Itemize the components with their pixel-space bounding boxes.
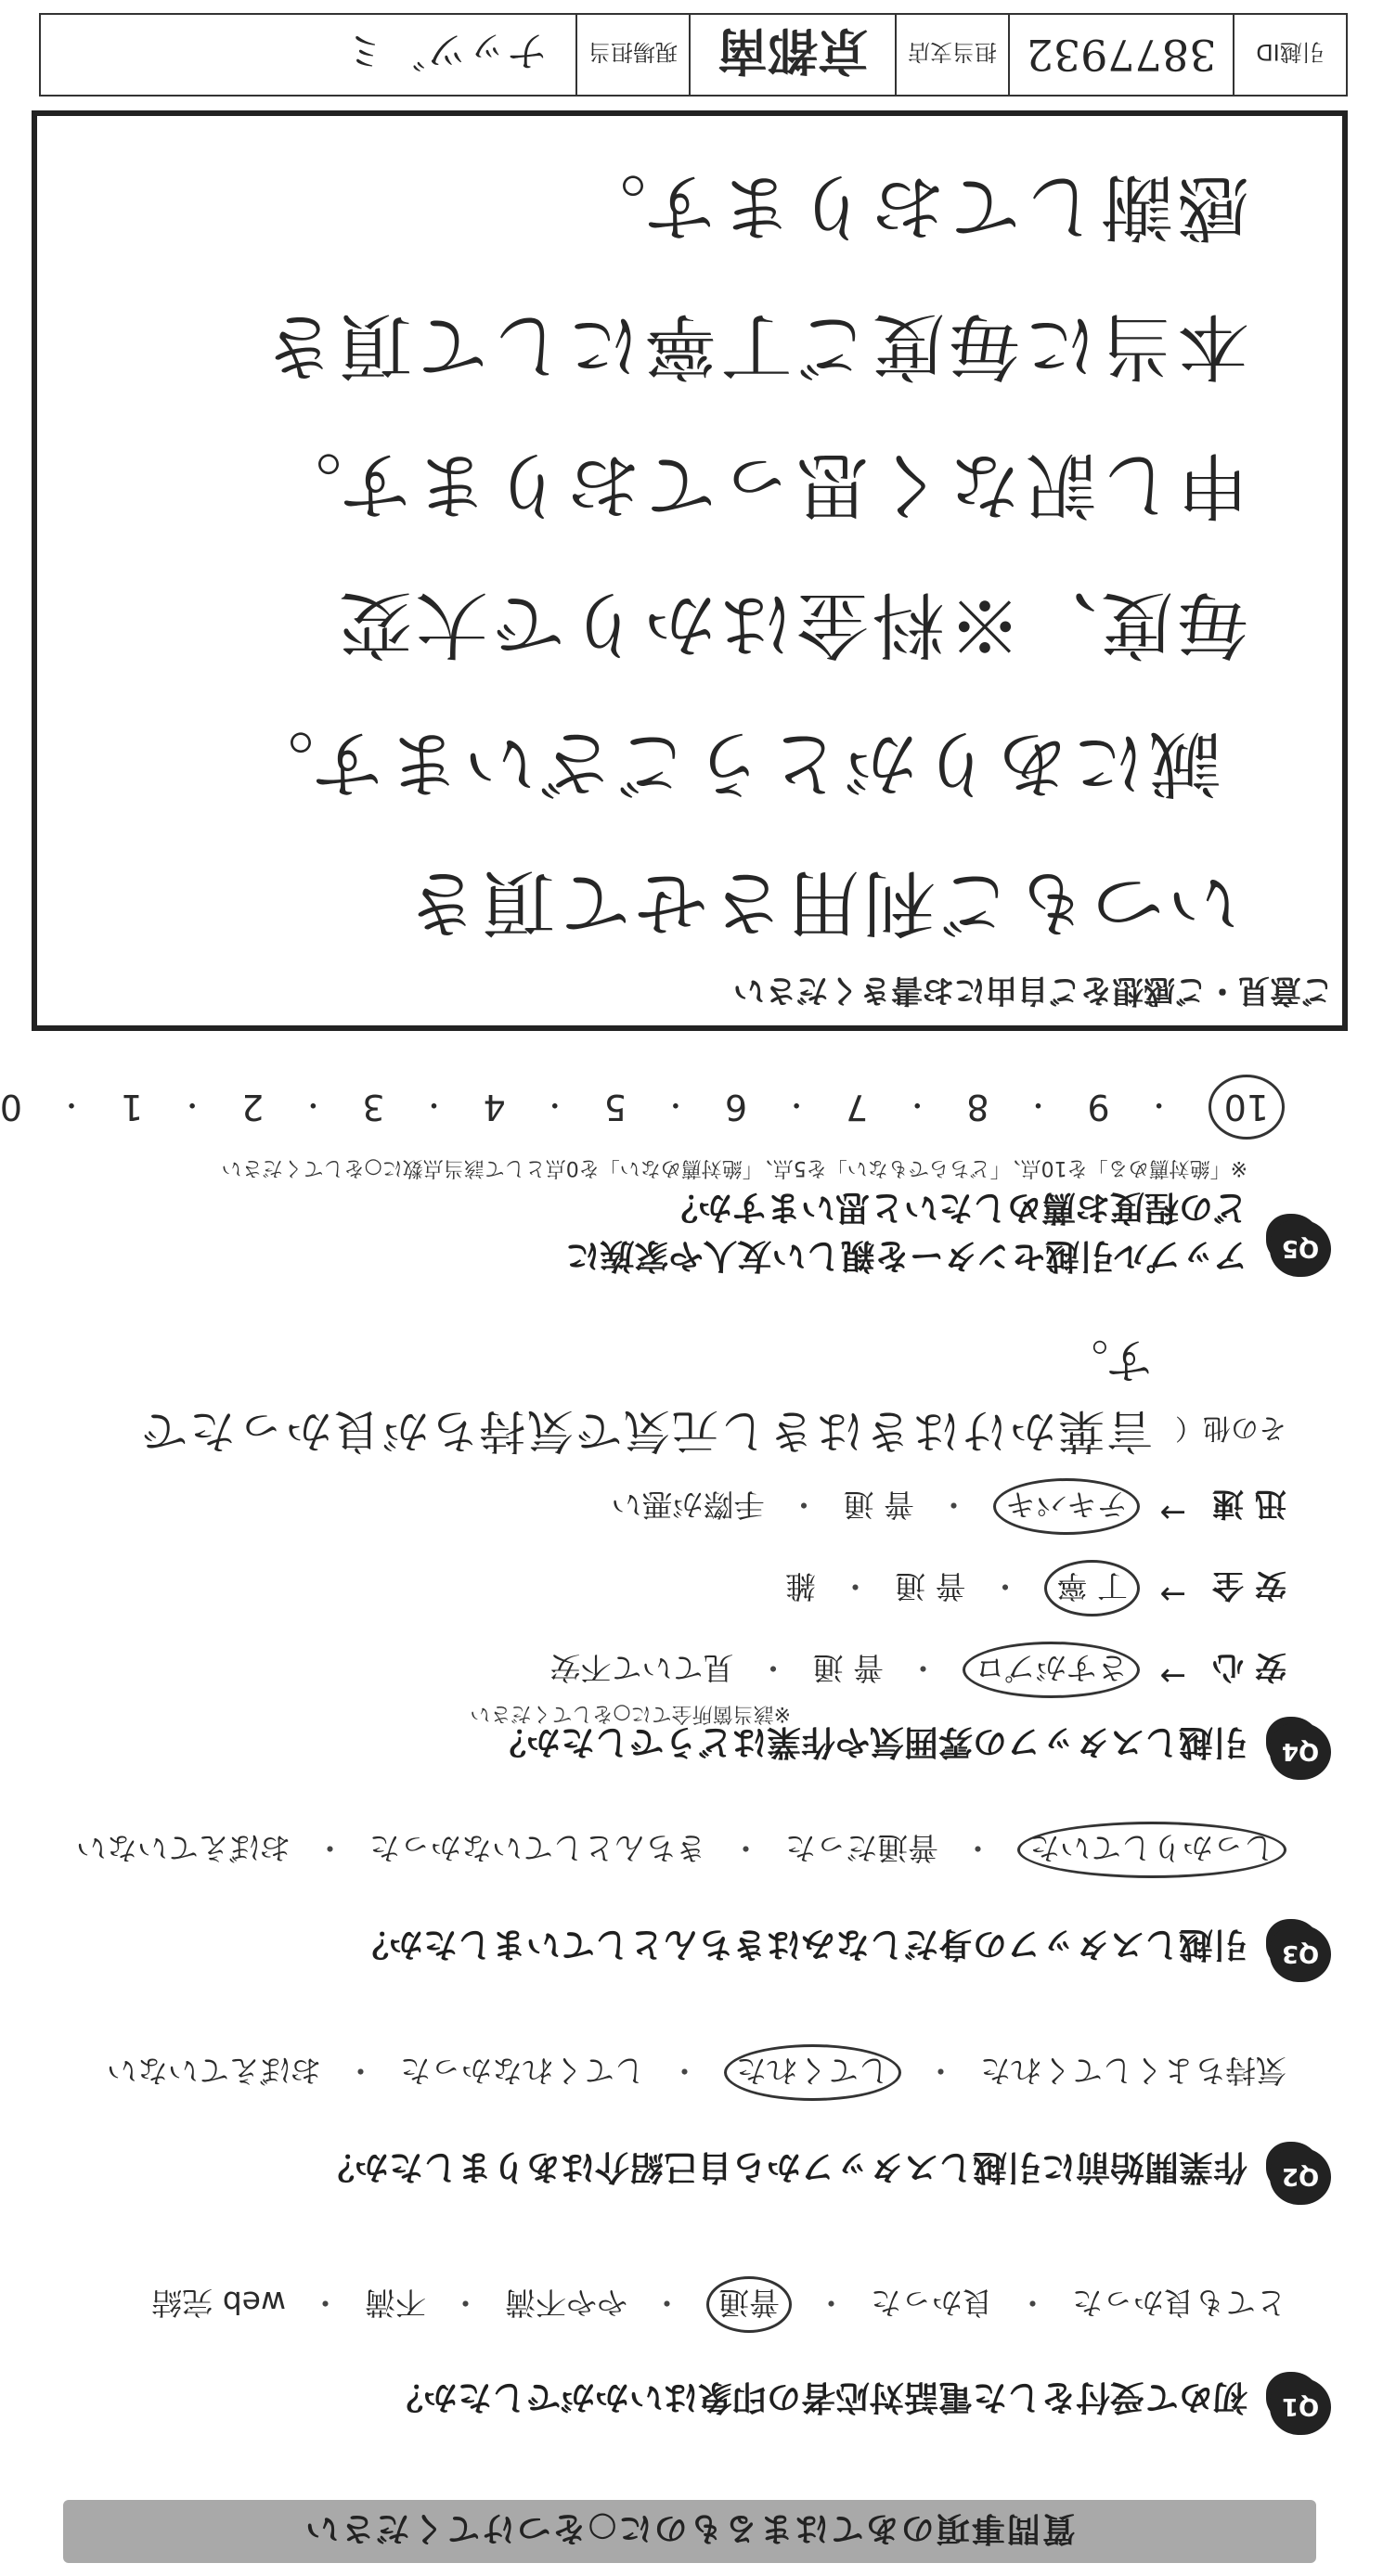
q4-option-selected[interactable]: テキパキ: [993, 1478, 1140, 1535]
q2-option[interactable]: 気持ちよくしてくれた: [980, 2053, 1286, 2089]
q2-option-selected[interactable]: してくれた: [724, 2044, 901, 2101]
q3-option[interactable]: おぼえていない: [76, 1830, 291, 1866]
q4-note: ※該当箇所全てに○をしてください: [470, 1702, 791, 1725]
score-option[interactable]: 3: [362, 1087, 385, 1127]
banner-text: 質問事項のあてはまるものに○をつけてください: [304, 2509, 1076, 2548]
q5-note: ※「絶対薦める」を10点、「どちらでもない」を5点、「絶対薦めない」を0点として該当点数に○をしてください: [221, 1156, 1247, 1179]
comment-box[interactable]: [32, 110, 1348, 1031]
q2-badge-label: Q2: [1281, 2162, 1320, 2190]
q5-badge-icon: [1270, 1219, 1331, 1277]
q4-badge-icon: [1270, 1722, 1331, 1780]
q1-option-selected[interactable]: 普通: [706, 2276, 792, 2333]
q4-option[interactable]: 見ていて不安: [549, 1650, 734, 1686]
q2-options: 気持ちよくしてくれた ・ してくれた ・ してくれなかった ・ おぼえていない: [107, 2044, 1286, 2101]
q4-row-label: 迅 速: [1212, 1485, 1286, 1522]
q1-question: 初めて受付をした電話対応者の印象はいかがでしたか？: [389, 2377, 1247, 2417]
q4-row-options: 丁 寧 ・ 普 通 ・ 雑: [785, 1560, 1140, 1616]
q2-question: 作業開始前に引越しスタッフから自己紹介はありましたか？: [320, 2147, 1247, 2187]
q1-options: とても良かった ・ 良かった ・ 普通 ・ やや不満 ・ 不満 ・ web 完結: [151, 2276, 1286, 2333]
score-option[interactable]: 5: [603, 1087, 627, 1127]
q4-badge-label: Q4: [1281, 1737, 1320, 1765]
q4-option-selected[interactable]: 丁 寧: [1045, 1560, 1141, 1616]
q3-option[interactable]: 普通だった: [785, 1830, 938, 1866]
q3-option[interactable]: きちんとしていなかった: [369, 1830, 706, 1866]
q3-badge-label: Q3: [1281, 1939, 1320, 1967]
comment-line: 感謝しております。: [570, 164, 1249, 248]
q4-option-selected[interactable]: さすがプロ: [963, 1642, 1140, 1698]
q2-badge-icon: [1270, 2147, 1331, 2205]
q5-question-line1: アップル引越センターを親しい友人や家族に: [565, 1236, 1247, 1276]
instruction-banner: [63, 2500, 1316, 2563]
q1-badge-label: Q1: [1281, 2392, 1320, 2420]
q5-badge-label: Q5: [1281, 1234, 1320, 1262]
score-option[interactable]: 7: [846, 1087, 869, 1127]
site-leader-label: 現場担当: [577, 15, 691, 95]
score-option[interactable]: 6: [724, 1087, 748, 1127]
q4-option[interactable]: 普 通: [895, 1568, 966, 1604]
q4-option[interactable]: 手際が悪い: [611, 1487, 765, 1523]
q2-option[interactable]: おぼえていない: [107, 2053, 321, 2089]
q1-badge-icon: [1270, 2377, 1331, 2435]
q4-row-label: 安 全: [1212, 1566, 1286, 1604]
q1-option[interactable]: とても良かった: [1072, 2285, 1286, 2321]
score-option[interactable]: 4: [483, 1087, 506, 1127]
q3-badge-icon: [1270, 1925, 1331, 1982]
score-option[interactable]: 8: [966, 1087, 989, 1127]
arrow-right-icon: →: [1159, 1657, 1186, 1694]
q3-options: しっかりしていた ・ 普通だった ・ きちんとしていなかった ・ おぼえていない: [76, 1822, 1286, 1878]
comment-line: 申し訳なく思っております。: [265, 443, 1249, 526]
q5-score-scale: 10 ・ 9 ・ 8 ・ 7 ・ 6 ・ 5 ・ 4 ・ 3 ・ 2 ・ 1 ・ 0: [0, 1075, 1285, 1140]
q1-option[interactable]: 不満: [365, 2285, 426, 2321]
q4-option[interactable]: 雑: [785, 1568, 816, 1604]
footer-info-table: [39, 13, 1348, 97]
q2-option[interactable]: してくれなかった: [400, 2053, 645, 2089]
comment-line: 誠にありがとうございます。: [238, 721, 1222, 805]
q1-option[interactable]: web 完結: [151, 2285, 286, 2321]
q1-option[interactable]: 良かった: [871, 2285, 993, 2321]
score-option[interactable]: 0: [0, 1087, 22, 1127]
branch-label: 担当支店: [897, 15, 1010, 95]
q4-row-label: 安 心: [1212, 1648, 1286, 1685]
comment-title: ご意見・ご感想をご自由にお書きください: [733, 972, 1333, 1009]
q4-other-label: その他（: [1175, 1411, 1286, 1444]
move-id-label: 引越ID: [1256, 39, 1325, 66]
score-option[interactable]: 2: [241, 1087, 265, 1127]
comment-line: 本当に毎度ご丁寧にして頂き: [259, 303, 1249, 387]
q4-question: 引越しスタッフの雰囲気や作業はどうでしたか？: [492, 1722, 1247, 1762]
q4-other-answer[interactable]: 言葉かけはきはきし元気で気持ちが良かったです。: [139, 1333, 1153, 1458]
comment-line: 毎度、※料金はかりで大変: [335, 582, 1249, 665]
q1-option[interactable]: やや不満: [505, 2285, 627, 2321]
site-leader-value: ナッツ゛ミ: [41, 15, 577, 95]
score-option-selected[interactable]: 10: [1209, 1075, 1285, 1140]
score-option[interactable]: 9: [1087, 1087, 1110, 1127]
arrow-right-icon: →: [1159, 1494, 1186, 1531]
q3-question: 引越しスタッフの身だしなみはきちんとしていましたか？: [355, 1925, 1247, 1964]
branch-stamp: 京都南: [691, 15, 897, 95]
comment-line: いつもご利用させて頂き: [402, 860, 1240, 944]
score-option[interactable]: 1: [120, 1087, 144, 1127]
q4-option[interactable]: 普 通: [843, 1487, 914, 1523]
q4-row-options: さすがプロ ・ 普 通 ・ 見ていて不安: [550, 1642, 1141, 1698]
q3-option-selected[interactable]: しっかりしていた: [1017, 1822, 1286, 1878]
arrow-right-icon: →: [1159, 1576, 1186, 1613]
q5-question-line2: どの程度お薦めしたいと思いますか？: [664, 1188, 1247, 1228]
q4-row-options: テキパキ ・ 普 通 ・ 手際が悪い: [612, 1478, 1141, 1535]
move-id-value: 3877932: [1010, 15, 1234, 95]
q4-option[interactable]: 普 通: [812, 1650, 884, 1686]
